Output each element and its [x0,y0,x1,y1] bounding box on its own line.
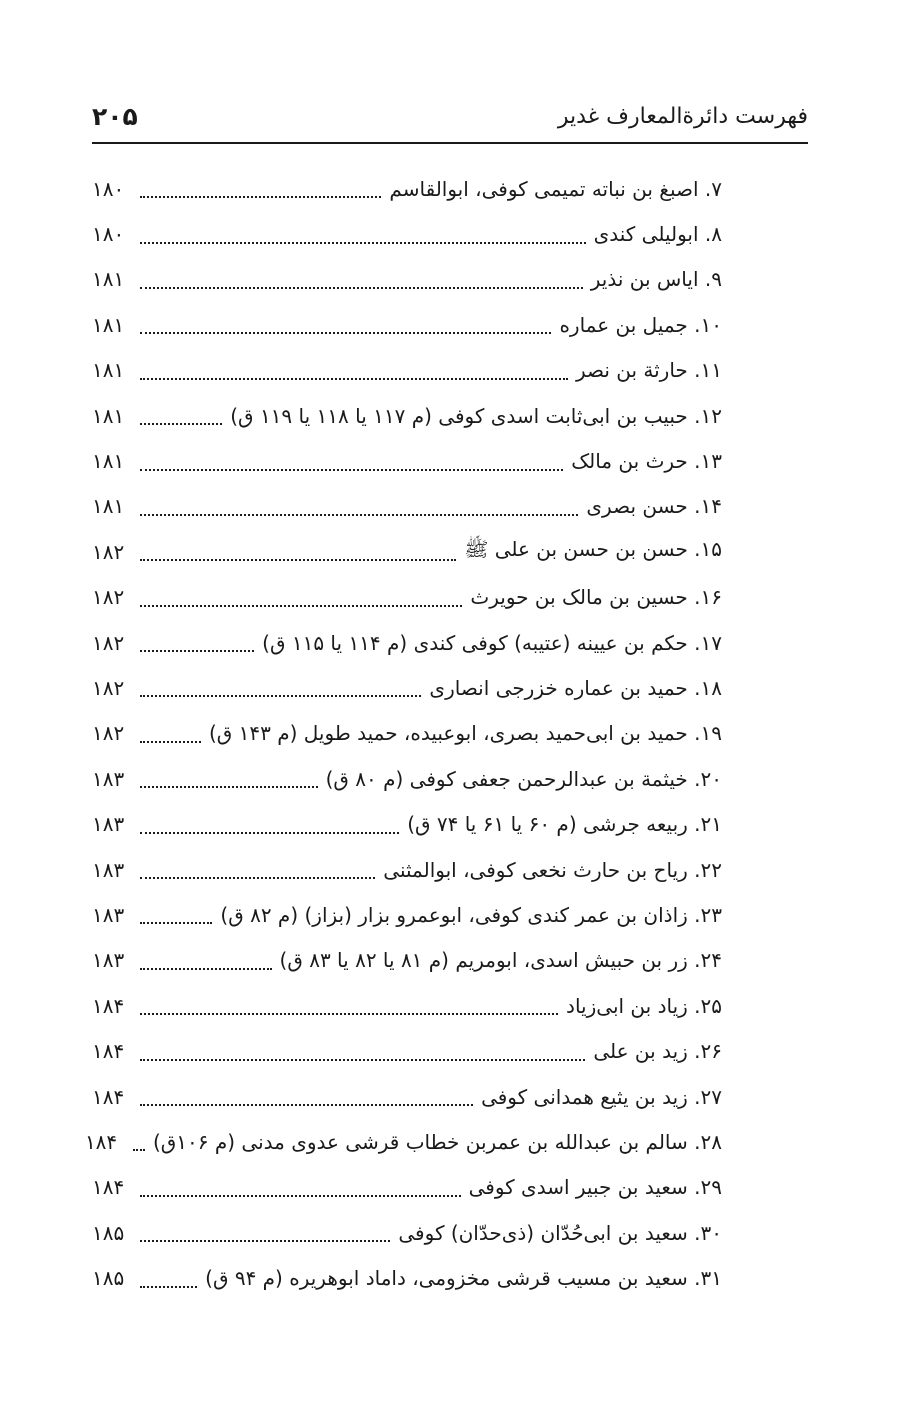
toc-entry-page: ۱۸۳ [92,766,125,791]
dot-leader [140,649,254,652]
dot-leader [133,1148,145,1151]
toc-entry [92,166,722,211]
toc-entry-page: ۱۸۱ [92,358,125,383]
toc-entry-title: ۷. اصبغ بن نباته تمیمی کوفی، ابوالقاسم [389,176,722,201]
toc-entry [92,801,722,846]
dot-leader [140,921,212,924]
toc-entry-title: ۱۲. حبیب بن ابی‌ثابت اسدی کوفی (م ۱۱۷ یا ۱۱۸ یا ۱۱۹ ق) [230,403,722,428]
toc-entry-page: ۱۸۲ [92,539,125,564]
toc-entry-title: ۲۷. زید بن یثیع همدانی کوفی [481,1084,722,1109]
dot-leader [140,1103,473,1106]
toc-entry [92,938,722,983]
toc-entry [92,575,722,620]
toc-entry-page: ۱۸۰ [92,222,125,247]
toc-entry [92,711,722,756]
dot-leader [140,377,568,380]
dot-leader [140,1285,197,1288]
toc-entry-title: ۳۰. سعید بن ابی‌حُدّان (ذی‌حدّان) کوفی [398,1220,722,1245]
page-number: ۲۰۵ [92,101,138,131]
table-of-contents [84,166,722,1301]
toc-entry [92,756,722,801]
toc-entry [92,257,722,302]
dot-leader [140,1239,390,1242]
toc-entry-title: ۱۵. حسن بن حسن بن علی ﷺ [464,537,722,562]
toc-entry-page: ۱۸۴ [92,1084,125,1109]
toc-entry-title: ۱۰. جمیل بن عماره [559,312,722,337]
toc-entry-title: ۲۶. زید بن علی [593,1039,722,1064]
dot-leader [140,195,381,198]
dot-leader [140,967,272,970]
toc-entry-page: ۱۸۱ [92,403,125,428]
toc-entry [92,1074,722,1119]
toc-entry-title: ۲۳. زاذان بن عمر کندی کوفی، ابوعمرو بزار (بزاز) (م ۸۲ ق) [220,902,722,927]
dot-leader [140,558,456,561]
toc-entry-page: ۱۸۴ [84,1129,118,1154]
toc-entry-page: ۱۸۳ [92,902,125,927]
toc-entry-title: ۲۰. خیثمة بن عبدالرحمن جعفی کوفی (م ۸۰ ق) [325,766,722,791]
toc-entry-page: ۱۸۲ [92,585,125,610]
toc-entry [92,529,722,574]
dot-leader [140,740,201,743]
dot-leader [140,694,421,697]
toc-entry [92,211,722,256]
dot-leader [140,513,578,516]
toc-entry-title: ۱۱. حارثة بن نصر [575,358,722,383]
toc-entry-title: ۲۸. سالم بن عبدالله بن عمربن خطاب قرشی عدوی مدنی (م ۱۰۶ق) [152,1129,722,1154]
dot-leader [140,331,551,334]
toc-entry-title: ۲۹. سعید بن جبیر اسدی کوفی [468,1175,722,1200]
toc-entry-title: ۲۴. زر بن حبیش اسدی، ابومریم (م ۸۱ یا ۸۲ یا ۸۳ ق) [279,948,722,973]
toc-entry [92,302,722,347]
toc-entry-page: ۱۸۱ [92,267,125,292]
dot-leader [140,785,318,788]
running-header-title: فهرست دائرةالمعارف غدیر [557,103,808,129]
toc-entry [92,1028,722,1073]
toc-entry [84,1119,722,1164]
dot-leader [140,468,563,471]
toc-entry [92,438,722,483]
toc-entry [92,1210,722,1255]
toc-entry-page: ۱۸۱ [92,312,125,337]
toc-entry-page: ۱۸۱ [92,494,125,519]
toc-entry-title: ۲۱. ربیعه جرشی (م ۶۰ یا ۶۱ یا ۷۴ ق) [407,812,722,837]
toc-entry-title: ۱۸. حمید بن عماره خزرجی انصاری [429,675,722,700]
toc-entry [92,348,722,393]
toc-entry-title: ۹. ایاس بن نذیر [590,267,722,292]
toc-entry [92,892,722,937]
toc-entry [92,847,722,892]
toc-entry-page: ۱۸۲ [92,630,125,655]
toc-entry-title: ۱۷. حکم بن عیینه (عتیبه) کوفی کندی (م ۱۱۴ یا ۱۱۵ ق) [262,630,722,655]
header-divider [92,142,808,144]
dot-leader [140,1194,461,1197]
dot-leader [140,241,586,244]
dot-leader [140,286,583,289]
toc-entry-page: ۱۸۰ [92,176,125,201]
toc-entry-page: ۱۸۲ [92,721,125,746]
toc-entry [92,620,722,665]
toc-entry-page: ۱۸۵ [92,1220,125,1245]
toc-entry [92,983,722,1028]
toc-entry-page: ۱۸۴ [92,993,125,1018]
toc-entry-title: ۲۵. زیاد بن ابی‌زیاد [566,993,722,1018]
toc-entry [92,484,722,529]
running-header [92,96,808,136]
dot-leader [140,876,375,879]
toc-entry-title: ۱۶. حسین بن مالک بن حویرث [470,585,722,610]
toc-entry [92,393,722,438]
toc-entry-title: ۱۴. حسن بصری [586,494,722,519]
toc-entry [92,1165,722,1210]
toc-entry-title: ۲۲. ریاح بن حارث نخعی کوفی، ابوالمثنی [383,857,722,882]
toc-entry-page: ۱۸۳ [92,948,125,973]
toc-entry-title: ۳۱. سعید بن مسیب قرشی مخزومی، داماد ابوهریره (م ۹۴ ق) [205,1266,722,1291]
dot-leader [140,422,222,425]
toc-entry-title: ۱۹. حمید بن ابی‌حمید بصری، ابوعبیده، حمید طویل (م ۱۴۳ ق) [208,721,722,746]
toc-entry-page: ۱۸۳ [92,812,125,837]
toc-entry-page: ۱۸۴ [92,1039,125,1064]
dot-leader [140,1012,558,1015]
toc-entry-title: ۱۳. حرث بن مالک [571,449,722,474]
toc-entry-page: ۱۸۵ [92,1266,125,1291]
toc-entry-title: ۸. ابولیلی کندی [593,222,722,247]
toc-entry-page: ۱۸۲ [92,675,125,700]
toc-entry-page: ۱۸۴ [92,1175,125,1200]
toc-entry-page: ۱۸۱ [92,449,125,474]
toc-entry-page: ۱۸۳ [92,857,125,882]
dot-leader [140,1058,585,1061]
toc-entry [92,665,722,710]
dot-leader [140,604,462,607]
dot-leader [140,831,399,834]
toc-entry [92,1255,722,1300]
